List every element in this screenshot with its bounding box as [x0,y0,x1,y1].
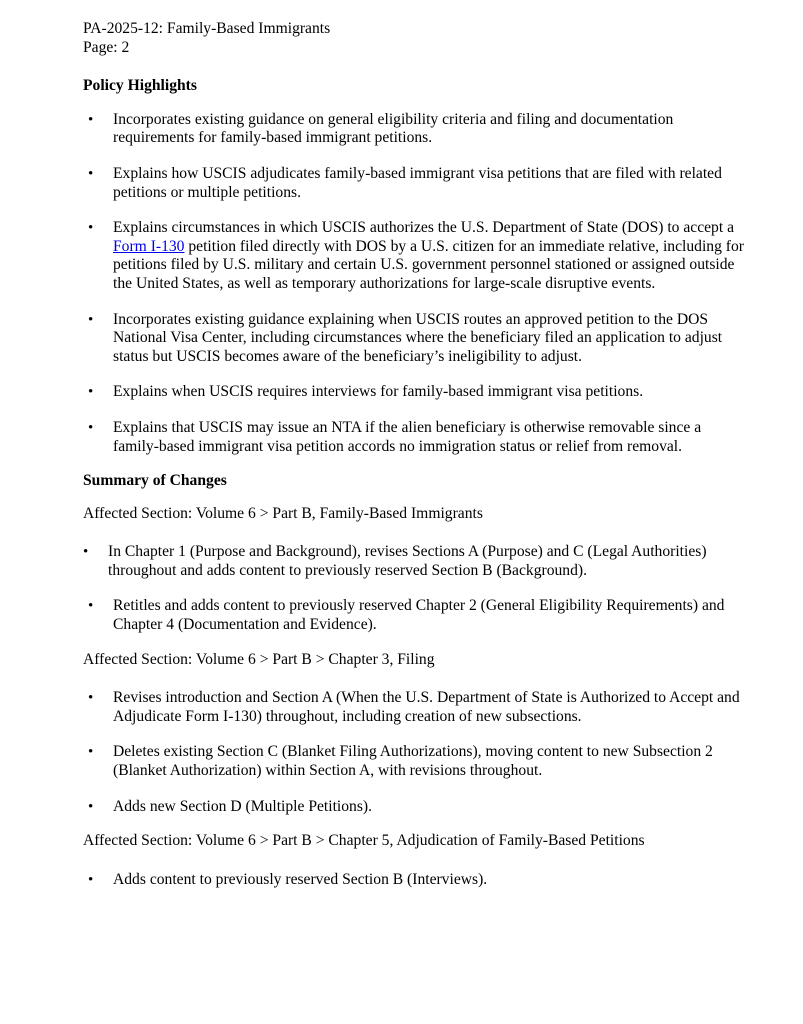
list-item-text-before: Explains circumstances in which USCIS authorizes the U.S. Department of State (DOS) to accept a [113,219,734,237]
list-item-text: Incorporates existing guidance explaining when USCIS routes an approved petition to the DOS National Visa Center, including circumstances where the beneficiary filed an application to adjust status but USCIS becomes aware of the beneficiary’s ineligibility to adjust. [113,310,723,365]
bullet-dot-icon: • [83,544,89,561]
bullet-dot-icon: • [88,311,94,328]
document-id: PA-2025-12: Family-Based Immigrants [83,20,331,37]
form-i-130-link[interactable]: Form I-130 [113,237,185,255]
list-item [83,543,748,580]
list-item [83,871,748,890]
list-item-text: Adds content to previously reserved Section B (Interviews). [113,870,488,888]
list-item-text: Adds new Section D (Multiple Petitions). [113,797,373,815]
list-item [83,111,748,148]
list-item [83,419,748,456]
list-item-text: Revises introduction and Section A (When the U.S. Department of State is Authorized to Accept and Adjudicate Form I-130) throughout, including creation of new subsections. [113,689,740,725]
bullet-dot-icon: • [88,744,94,761]
affected-section-label: Affected Section: Volume 6 > Part B, Family-Based Immigrants [83,504,483,522]
bullet-dot-icon: • [88,165,94,182]
summary-list-chapter-1 [83,543,748,634]
bullet-dot-icon: • [88,220,94,237]
summary-of-changes-heading: Summary of Changes [83,472,227,490]
summary-list-chapter-5 [83,871,748,890]
bullet-dot-icon: • [88,384,94,401]
list-item-text: Explains that USCIS may issue an NTA if the alien beneficiary is otherwise removable since a family-based immigrant visa petition accords no immigration status or relief from removal. [113,418,702,455]
page-number: Page: 2 [83,38,130,56]
bullet-dot-icon: • [88,798,94,815]
list-item [83,383,748,402]
summary-list-chapter-3 [83,689,748,816]
list-item-text-after: petition filed directly with DOS by a U.S. citizen for an immediate relative, including for petitions filed by U.S. military and certain U.S. government personnel stationed or assigned outside the United States, as well as temporary authorizations for large-scale disruptive events. [113,237,744,292]
bullet-dot-icon: • [88,111,94,128]
list-item-text: Deletes existing Section C (Blanket Filing Authorizations), moving content to new Subsection 2 (Blanket Authorization) within Section A, with revisions throughout. [113,743,713,780]
bullet-dot-icon: • [88,598,94,615]
affected-section-label: Affected Section: Volume 6 > Part B > Chapter 3, Filing [83,650,435,668]
policy-highlights-heading: Policy Highlights [83,77,197,95]
policy-highlights-list [83,111,748,456]
list-item-text: Explains when USCIS requires interviews for family-based immigrant visa petitions. [113,383,644,401]
list-item [83,798,748,817]
list-item-text: Incorporates existing guidance on general eligibility criteria and filing and documentation requirements for family-based immigrant petitions. [113,110,674,147]
list-item-text: In Chapter 1 (Purpose and Background), revises Sections A (Purpose) and C (Legal Authorities) throughout and adds content to previously reserved Section B (Background). [108,543,707,579]
list-item-text: Retitles and adds content to previously reserved Chapter 2 (General Eligibility Requirements) and Chapter 4 (Documentation and Evidence). [113,597,725,634]
list-item [83,743,748,780]
bullet-dot-icon: • [88,419,94,436]
list-item [83,219,748,293]
bullet-dot-icon: • [88,871,94,888]
list-item [83,165,748,202]
list-item [83,597,748,634]
list-item [83,311,748,367]
affected-section-label: Affected Section: Volume 6 > Part B > Chapter 5, Adjudication of Family-Based Petitions [83,832,645,850]
bullet-dot-icon: • [88,690,94,707]
list-item-text: Explains how USCIS adjudicates family-based immigrant visa petitions that are filed with related petitions or multiple petitions. [113,164,722,201]
list-item [83,689,748,726]
